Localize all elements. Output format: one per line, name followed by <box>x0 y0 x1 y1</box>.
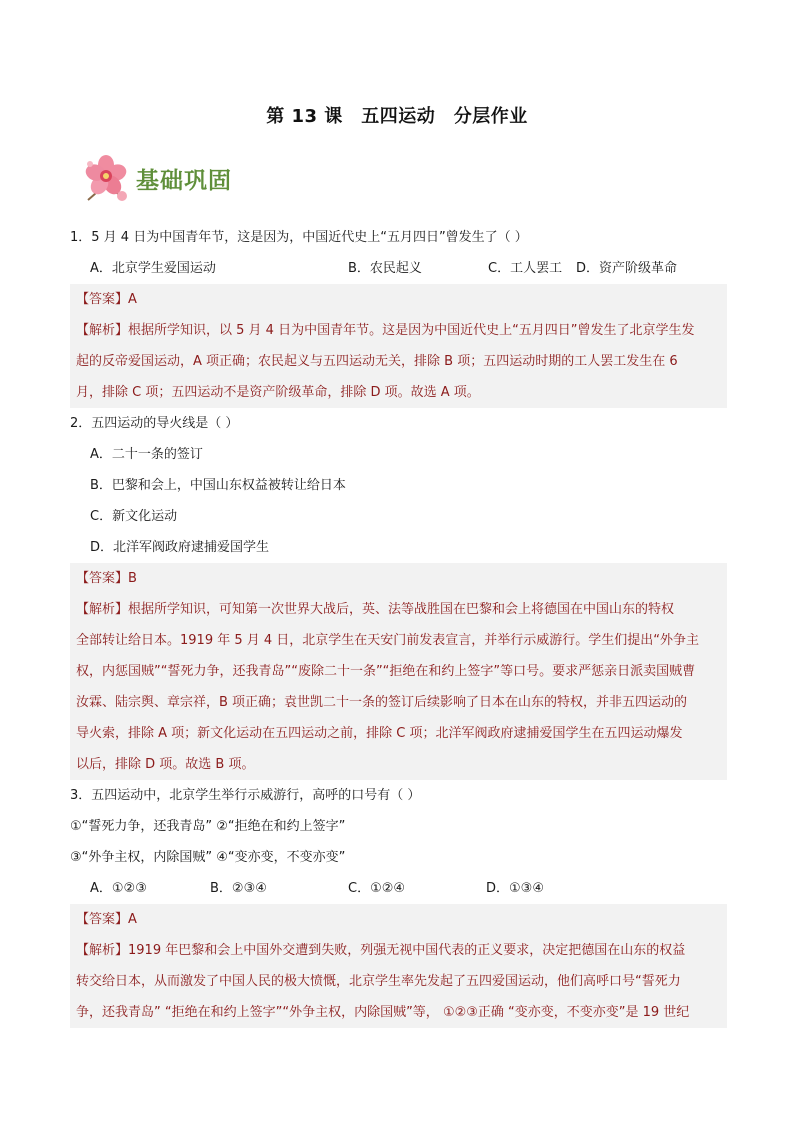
answer-label: 【答案】B <box>76 571 137 586</box>
analysis-line: 月，排除 C 项；五四运动不是资产阶级革命，排除 D 项。故选 A 项。 <box>76 385 480 400</box>
answer-box <box>70 904 727 1028</box>
option: D．①③④ <box>486 881 544 896</box>
statement-line: ③“外争主权，内除国贼” ④“变亦变，不变亦变” <box>70 850 346 865</box>
option: D．北洋军阀政府逮捕爱国学生 <box>90 540 270 555</box>
option: C．工人罢工 <box>488 261 563 276</box>
option: B．农民起义 <box>348 261 422 276</box>
analysis-line: 导火索，排除 A 项；新文化运动在五四运动之前，排除 C 项；北洋军阀政府逮捕爱国学生在五四运动爆发 <box>76 726 683 741</box>
option: B．②③④ <box>210 881 267 896</box>
analysis-line: 【解析】1919 年巴黎和会上中国外交遭到失败，列强无视中国代表的正义要求，决定把德国在山东的权益 <box>76 943 686 958</box>
plum-blossom-icon <box>78 150 134 206</box>
answer-label: 【答案】A <box>76 912 137 927</box>
option: A．二十一条的签订 <box>90 447 203 462</box>
answer-box <box>70 284 727 408</box>
option: A．①②③ <box>90 881 147 896</box>
option: D．资产阶级革命 <box>576 261 678 276</box>
option: B．巴黎和会上，中国山东权益被转让给日本 <box>90 478 346 493</box>
option: A．北京学生爱国运动 <box>90 261 216 276</box>
section-header <box>78 150 298 206</box>
section-title: 基础巩固 <box>136 168 232 194</box>
analysis-line: 转交给日本，从而激发了中国人民的极大愤慨，北京学生率先发起了五四爱国运动，他们高呼口号“誓死力 <box>76 974 681 989</box>
statement-line: ①“誓死力争，还我青岛” ②“拒绝在和约上签字” <box>70 819 346 834</box>
analysis-line: 权，内惩国贼”“誓死力争，还我青岛”“废除二十一条”“拒绝在和约上签字”等口号。要求严惩亲日派卖国贼曹 <box>76 664 696 679</box>
page-title: 第 13 课 五四运动 分层作业 <box>266 106 528 127</box>
option-row <box>70 873 723 904</box>
analysis-line: 以后，排除 D 项。故选 B 项。 <box>76 757 255 772</box>
option: C．新文化运动 <box>90 509 178 524</box>
analysis-line: 【解析】根据所学知识，以 5 月 4 日为中国青年节。这是因为中国近代史上“五月四日”曾发生了北京学生发 <box>76 323 695 338</box>
option-row <box>70 253 723 284</box>
answer-label: 【答案】A <box>76 292 137 307</box>
analysis-line: 【解析】根据所学知识，可知第一次世界大战后，英、法等战胜国在巴黎和会上将德国在中国山东的特权 <box>76 602 675 617</box>
analysis-line: 汝霖、陆宗舆、章宗祥，B 项正确；袁世凯二十一条的签订后续影响了日本在山东的特权，并非五四运动的 <box>76 695 688 710</box>
answer-box <box>70 563 727 780</box>
question-stem: 2．五四运动的导火线是（ ） <box>70 416 239 431</box>
analysis-line: 争，还我青岛” “拒绝在和约上签字”“外争主权，内除国贼”等， ①②③正确 “变亦变，不变亦变”是 19 世纪 <box>76 1005 690 1020</box>
question-stem: 1．5 月 4 日为中国青年节，这是因为，中国近代史上“五月四日”曾发生了（ ） <box>70 230 528 245</box>
worksheet-content <box>70 222 723 1028</box>
analysis-line: 起的反帝爱国运动，A 项正确；农民起义与五四运动无关，排除 B 项；五四运动时期的工人罢工发生在 6 <box>76 354 678 369</box>
analysis-line: 全部转让给日本。1919 年 5 月 4 日，北京学生在天安门前发表宣言，并举行示威游行。学生们提出“外争主 <box>76 633 700 648</box>
option: C．①②④ <box>348 881 406 896</box>
question-stem: 3．五四运动中，北京学生举行示威游行，高呼的口号有（ ） <box>70 788 421 803</box>
